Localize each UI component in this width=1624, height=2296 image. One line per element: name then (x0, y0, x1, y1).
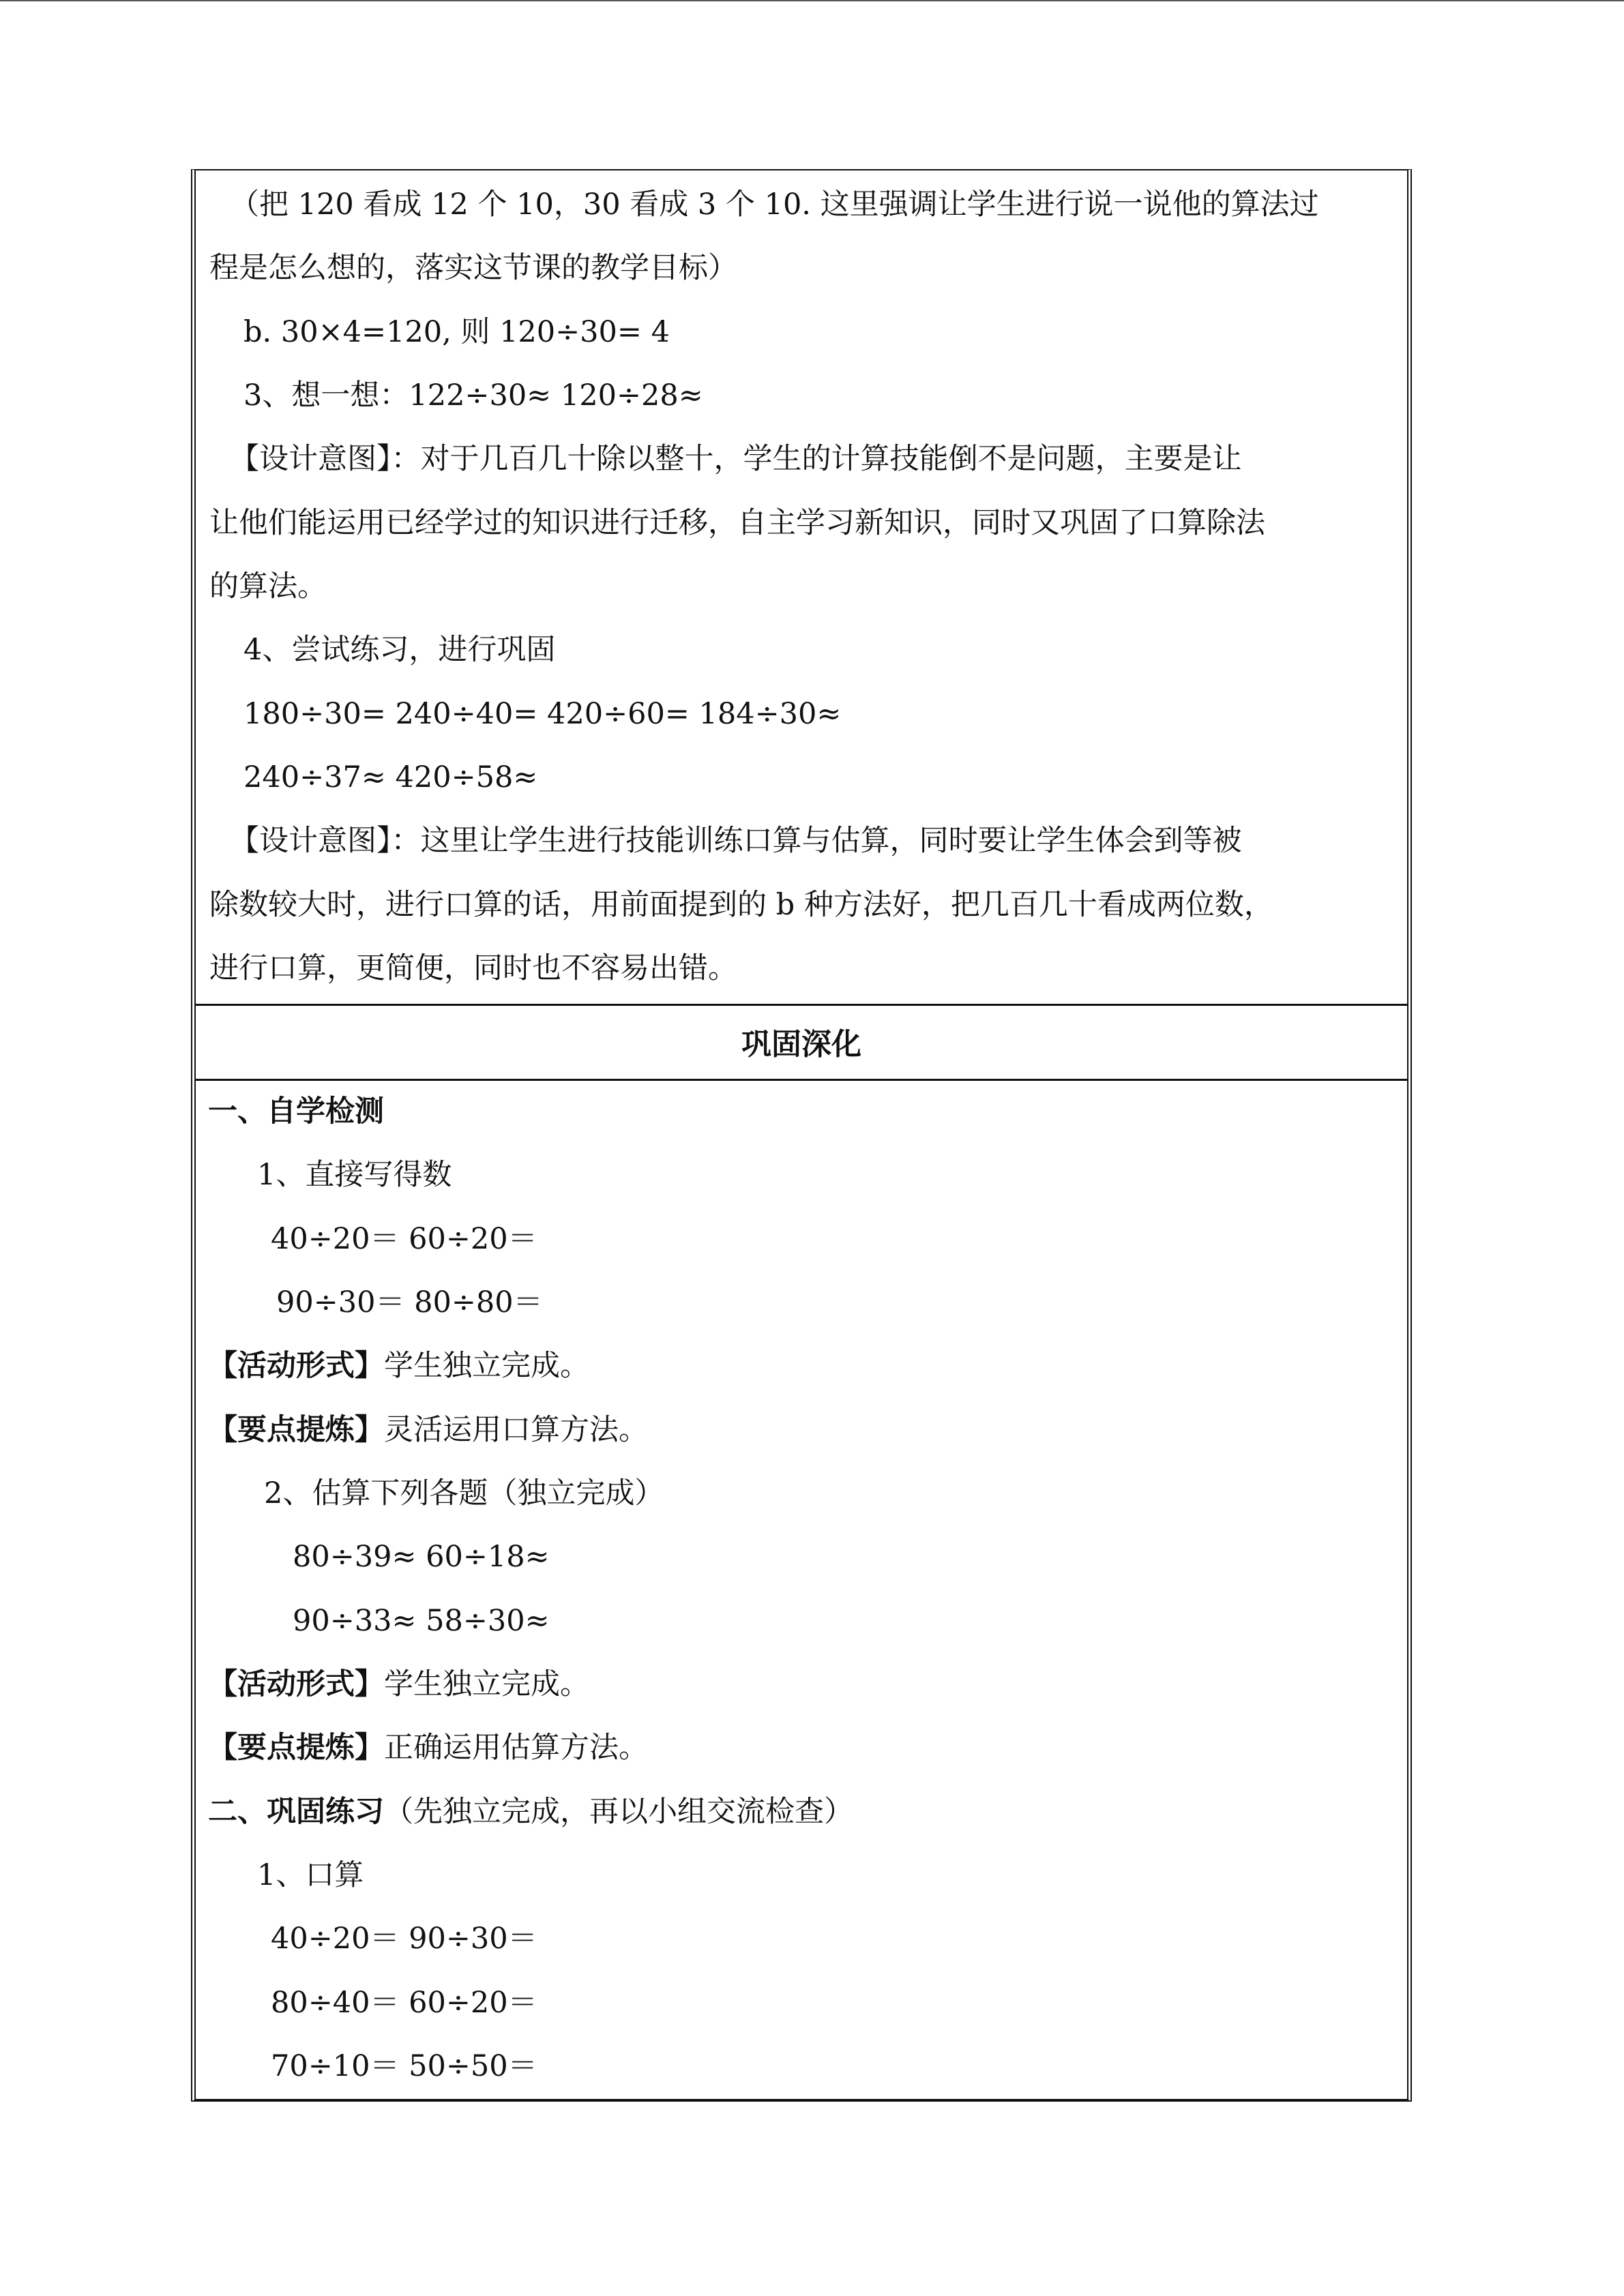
lesson-table (191, 169, 1412, 2102)
consolidation-practice (208, 1791, 853, 1832)
key-point-text: 正确运用估算方法。 (384, 1731, 648, 1765)
teaching-process-cell (196, 170, 1407, 1006)
design-intent-2-line-1: 【设计意图】：这里让学生进行技能训练口算与估算，同时要让学生体会到等被 (230, 824, 1242, 858)
estimate-row-1: 80÷39≈ 60÷18≈ (293, 1540, 550, 1574)
self-check-title: 一、自学检测 (208, 1094, 384, 1129)
design-intent-2-line-2: 除数较大时，进行口算的话，用前面提到的 b 种方法好，把几百几十看成两位数， (209, 888, 1273, 922)
oral-calc-row-1: 40÷20＝ 90÷30＝ (271, 1922, 537, 1956)
design-intent-1-line-2: 让他们能运用已经学过的知识进行迁移，自主学习新知识，同时又巩固了口算除法 (209, 506, 1265, 540)
consolidation-cell (196, 1081, 1407, 2099)
explanation-line-2: 程是怎么想的，落实这节课的教学目标） (209, 251, 737, 285)
estimate-row-2: 90÷33≈ 58÷30≈ (293, 1604, 550, 1638)
oral-calc-row-2: 80÷40＝ 60÷20＝ (271, 1986, 537, 2020)
activity-form-2 (208, 1664, 589, 1705)
page-top-rule (0, 0, 1624, 1)
try-practice-row-2: 240÷37≈ 420÷58≈ (243, 760, 538, 794)
design-intent-2-line-3: 进行口算，更简便，同时也不容易出错。 (209, 951, 737, 985)
activity-form-label: 【活动形式】 (208, 1667, 384, 1701)
activity-form-text: 学生独立完成。 (384, 1349, 589, 1383)
key-point-1 (208, 1410, 648, 1450)
think-line: 3、想一想：122÷30≈ 120÷28≈ (243, 378, 703, 413)
estimate-title: 2、估算下列各题（独立完成） (264, 1476, 664, 1510)
explanation-line-1: （把 120 看成 12 个 10，30 看成 3 个 10. 这里强调让学生进行说一说他的算法过 (230, 188, 1319, 222)
oral-calc-row-3: 70÷10＝ 50÷50＝ (271, 2049, 537, 2083)
key-point-label: 【要点提炼】 (208, 1413, 384, 1447)
try-practice-row-1: 180÷30= 240÷40= 420÷60= 184÷30≈ (243, 697, 842, 731)
direct-answer-title: 1、直接写得数 (257, 1158, 452, 1192)
consolidation-practice-note: （先独立完成，再以小组交流检查） (384, 1795, 853, 1829)
method-b-line: b. 30×4=120, 则 120÷30= 4 (243, 315, 670, 349)
design-intent-1-line-3: 的算法。 (209, 569, 327, 603)
key-point-2 (208, 1727, 648, 1768)
direct-answer-row-1: 40÷20＝ 60÷20＝ (271, 1222, 537, 1256)
key-point-label: 【要点提炼】 (208, 1731, 384, 1765)
consolidation-practice-title: 二、巩固练习 (208, 1795, 384, 1829)
key-point-text: 灵活运用口算方法。 (384, 1413, 648, 1447)
activity-form-text: 学生独立完成。 (384, 1667, 589, 1701)
activity-form-label: 【活动形式】 (208, 1349, 384, 1383)
try-practice-title: 4、尝试练习，进行巩固 (243, 633, 556, 667)
section-header: 巩固深化 (196, 1004, 1407, 1081)
direct-answer-row-2: 90÷30＝ 80÷80＝ (276, 1285, 543, 1320)
activity-form-1 (208, 1345, 589, 1386)
design-intent-1-line-1: 【设计意图】：对于几百几十除以整十，学生的计算技能倒不是问题，主要是让 (230, 442, 1242, 476)
oral-calc-title: 1、口算 (257, 1858, 364, 1892)
